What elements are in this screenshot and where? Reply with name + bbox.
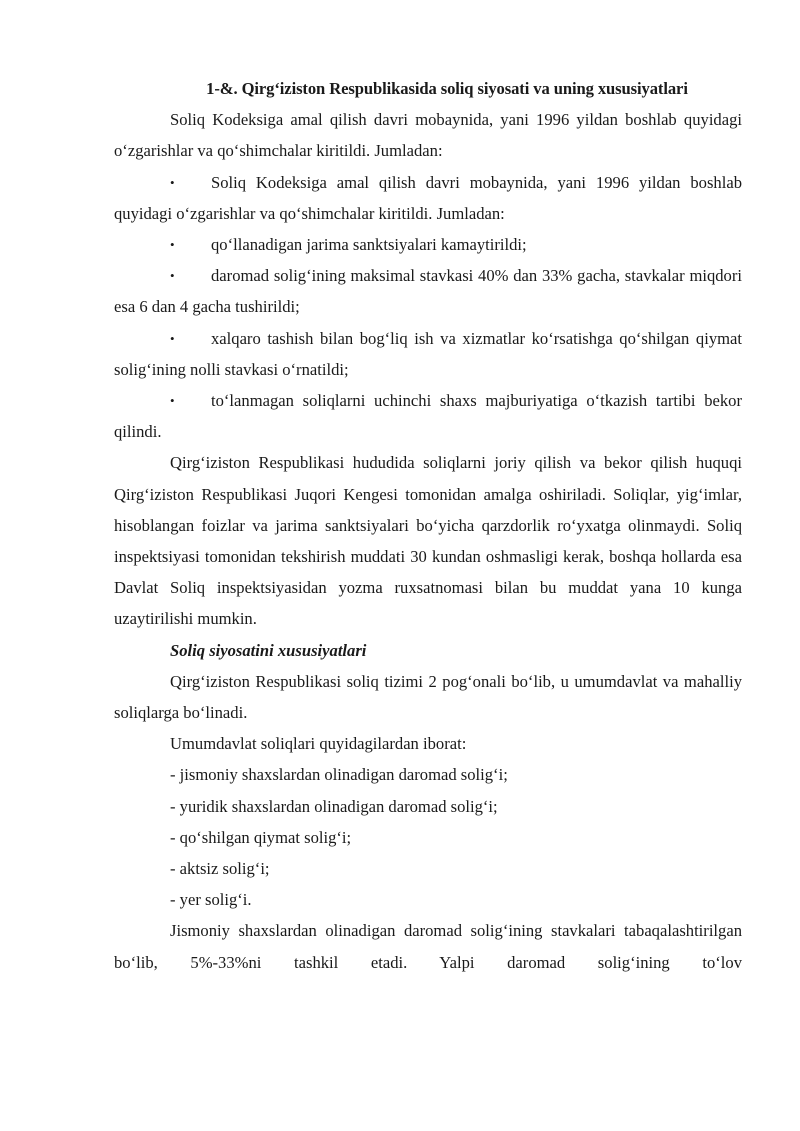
body-paragraph: Qirg‘iziston Respublikasi hududida soliqlarni joriy qilish va bekor qilish huquqi Qirg‘iziston Respublikasi Juqori Kengesi tomonidan amalga oshiriladi. Soliqlar, yig‘imlar, hisoblangan foizlar va jarima sanktsiyalari bo‘yicha qarzdorlik ro‘yxatga olinmaydi. Soliq inspektsiyasi tomonidan tekshirish muddati 30 kundan oshmasligi kerak, boshqa hollarda esa Davlat Soliq inspektsiyasidan yozma ruxsatnomasi bilan bu muddat yana 10 kunga uzaytirilishi mumkin.: [114, 453, 742, 629]
dash-list-item: - aktsiz solig‘i;: [170, 859, 270, 879]
bullet-icon: •: [170, 268, 175, 284]
bullet-item: [114, 229, 742, 260]
body-paragraph: Qirg‘iziston Respublikasi soliq tizimi 2 pog‘onali bo‘lib, u umumdavlat va mahalliy soliqlarga bo‘linadi.: [114, 671, 742, 723]
bullet-icon: •: [170, 393, 175, 409]
bullet-text: qo‘llanadigan jarima sanktsiyalari kamaytirildi;: [211, 235, 527, 255]
bullet-icon: •: [170, 330, 175, 346]
dash-list-item: - yuridik shaxslardan olinadigan daromad solig‘i;: [170, 796, 498, 816]
bullet-text: to‘lanmagan soliqlarni uchinchi shaxs majburiyatiga o‘tkazish tartibi bekor qilindi.: [114, 391, 742, 442]
subheading: Soliq siyosatini xususiyatlari: [170, 640, 367, 660]
list-intro: Umumdavlat soliqlari quyidagilardan iborat:: [170, 734, 467, 754]
bullet-icon: •: [170, 174, 175, 190]
dash-list-item: - qo‘shilgan qiymat solig‘i;: [170, 827, 352, 847]
section-heading: 1-&. Qirg‘iziston Respublikasida soliq siyosati va uning xususiyatlari: [206, 79, 688, 98]
dash-list-item: - jismoniy shaxslardan olinadigan daromad solig‘i;: [170, 765, 508, 785]
bullet-text: xalqaro tashish bilan bog‘liq ish va xizmatlar ko‘rsatishga qo‘shilgan qiymat solig‘ining nolli stavkasi o‘rnatildi;: [114, 328, 742, 379]
bullet-item: [114, 385, 742, 447]
intro-paragraph: Soliq Kodeksiga amal qilish davri mobaynida, yani 1996 yildan boshlab quyidagi o‘zgarishlar va qo‘shimchalar kiritildi. Jumladan:: [114, 110, 742, 161]
bullet-item: [114, 167, 742, 229]
bullet-text: Soliq Kodeksiga amal qilish davri mobaynida, yani 1996 yildan boshlab quyidagi o‘zgarishlar va qo‘shimchalar kiritildi. Jumladan:: [114, 172, 742, 223]
bullet-text: daromad solig‘ining maksimal stavkasi 40% dan 33% gacha, stavkalar miqdori esa 6 dan 4 gacha tushirildi;: [114, 266, 742, 317]
bullet-item: [114, 323, 742, 385]
bullet-item: [114, 260, 742, 322]
dash-list-item: - yer solig‘i.: [170, 890, 252, 910]
body-paragraph: Jismoniy shaxslardan olinadigan daromad solig‘ining stavkalari tabaqalashtirilgan bo‘lib, 5%-33%ni tashkil etadi. Yalpi daromad solig‘ining to‘lov: [114, 921, 742, 972]
document-page: [114, 73, 742, 978]
bullet-icon: •: [170, 237, 175, 253]
